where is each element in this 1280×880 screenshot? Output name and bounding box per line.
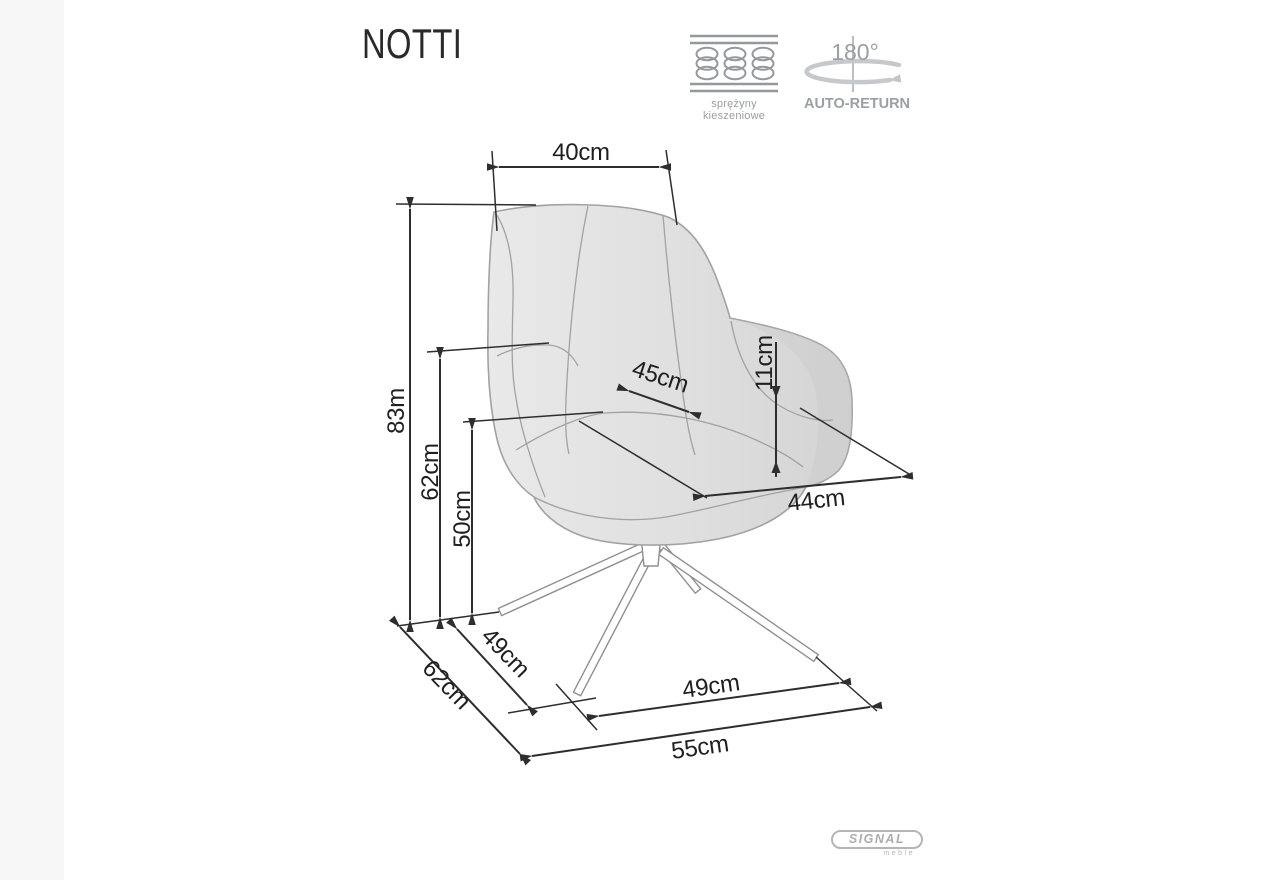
dimension-total-height xyxy=(383,209,410,620)
base-total-width-label: 55cm xyxy=(669,730,731,765)
pocket-springs-icon xyxy=(686,32,782,96)
springs-caption: sprężyny kieszeniowe xyxy=(702,98,766,122)
base-diagonal-label: 49cm xyxy=(475,622,536,683)
base-depth-label: 62cm xyxy=(416,654,477,715)
brand-name: SIGNAL xyxy=(831,830,923,849)
chair-dimension-diagram xyxy=(368,128,920,780)
brand-logo xyxy=(831,830,923,857)
seat-depth-label: 44cm xyxy=(786,484,847,517)
rotation-degrees-label: 180° xyxy=(831,39,879,65)
chair-illustration xyxy=(488,205,852,696)
feature-springs xyxy=(686,32,782,122)
base-leg-right xyxy=(659,548,819,662)
feature-rotation xyxy=(798,30,916,116)
rotation-caption: AUTO-RETURN xyxy=(803,96,911,112)
page-left-margin xyxy=(0,0,64,880)
base-inner-width-label: 49cm xyxy=(680,669,742,704)
armrest-height-label: 11cm xyxy=(751,335,778,391)
backrest-height-label: 62cm xyxy=(417,443,444,501)
seat-width-label: 45cm xyxy=(628,355,692,399)
dimension-back-width xyxy=(499,139,659,167)
total-height-label: 83m xyxy=(383,388,410,434)
back-width-label: 40cm xyxy=(552,139,610,166)
brand-subtitle: meble xyxy=(883,850,915,857)
dimension-base-inner-width xyxy=(599,669,839,716)
dimension-base-total-width xyxy=(532,707,870,765)
seat-height-label: 50cm xyxy=(449,490,476,548)
dimension-backrest-height xyxy=(417,359,444,617)
dimension-seat-height xyxy=(449,430,476,613)
product-title: NOTTI xyxy=(362,20,463,67)
rotation-arrow-icon xyxy=(798,30,916,96)
